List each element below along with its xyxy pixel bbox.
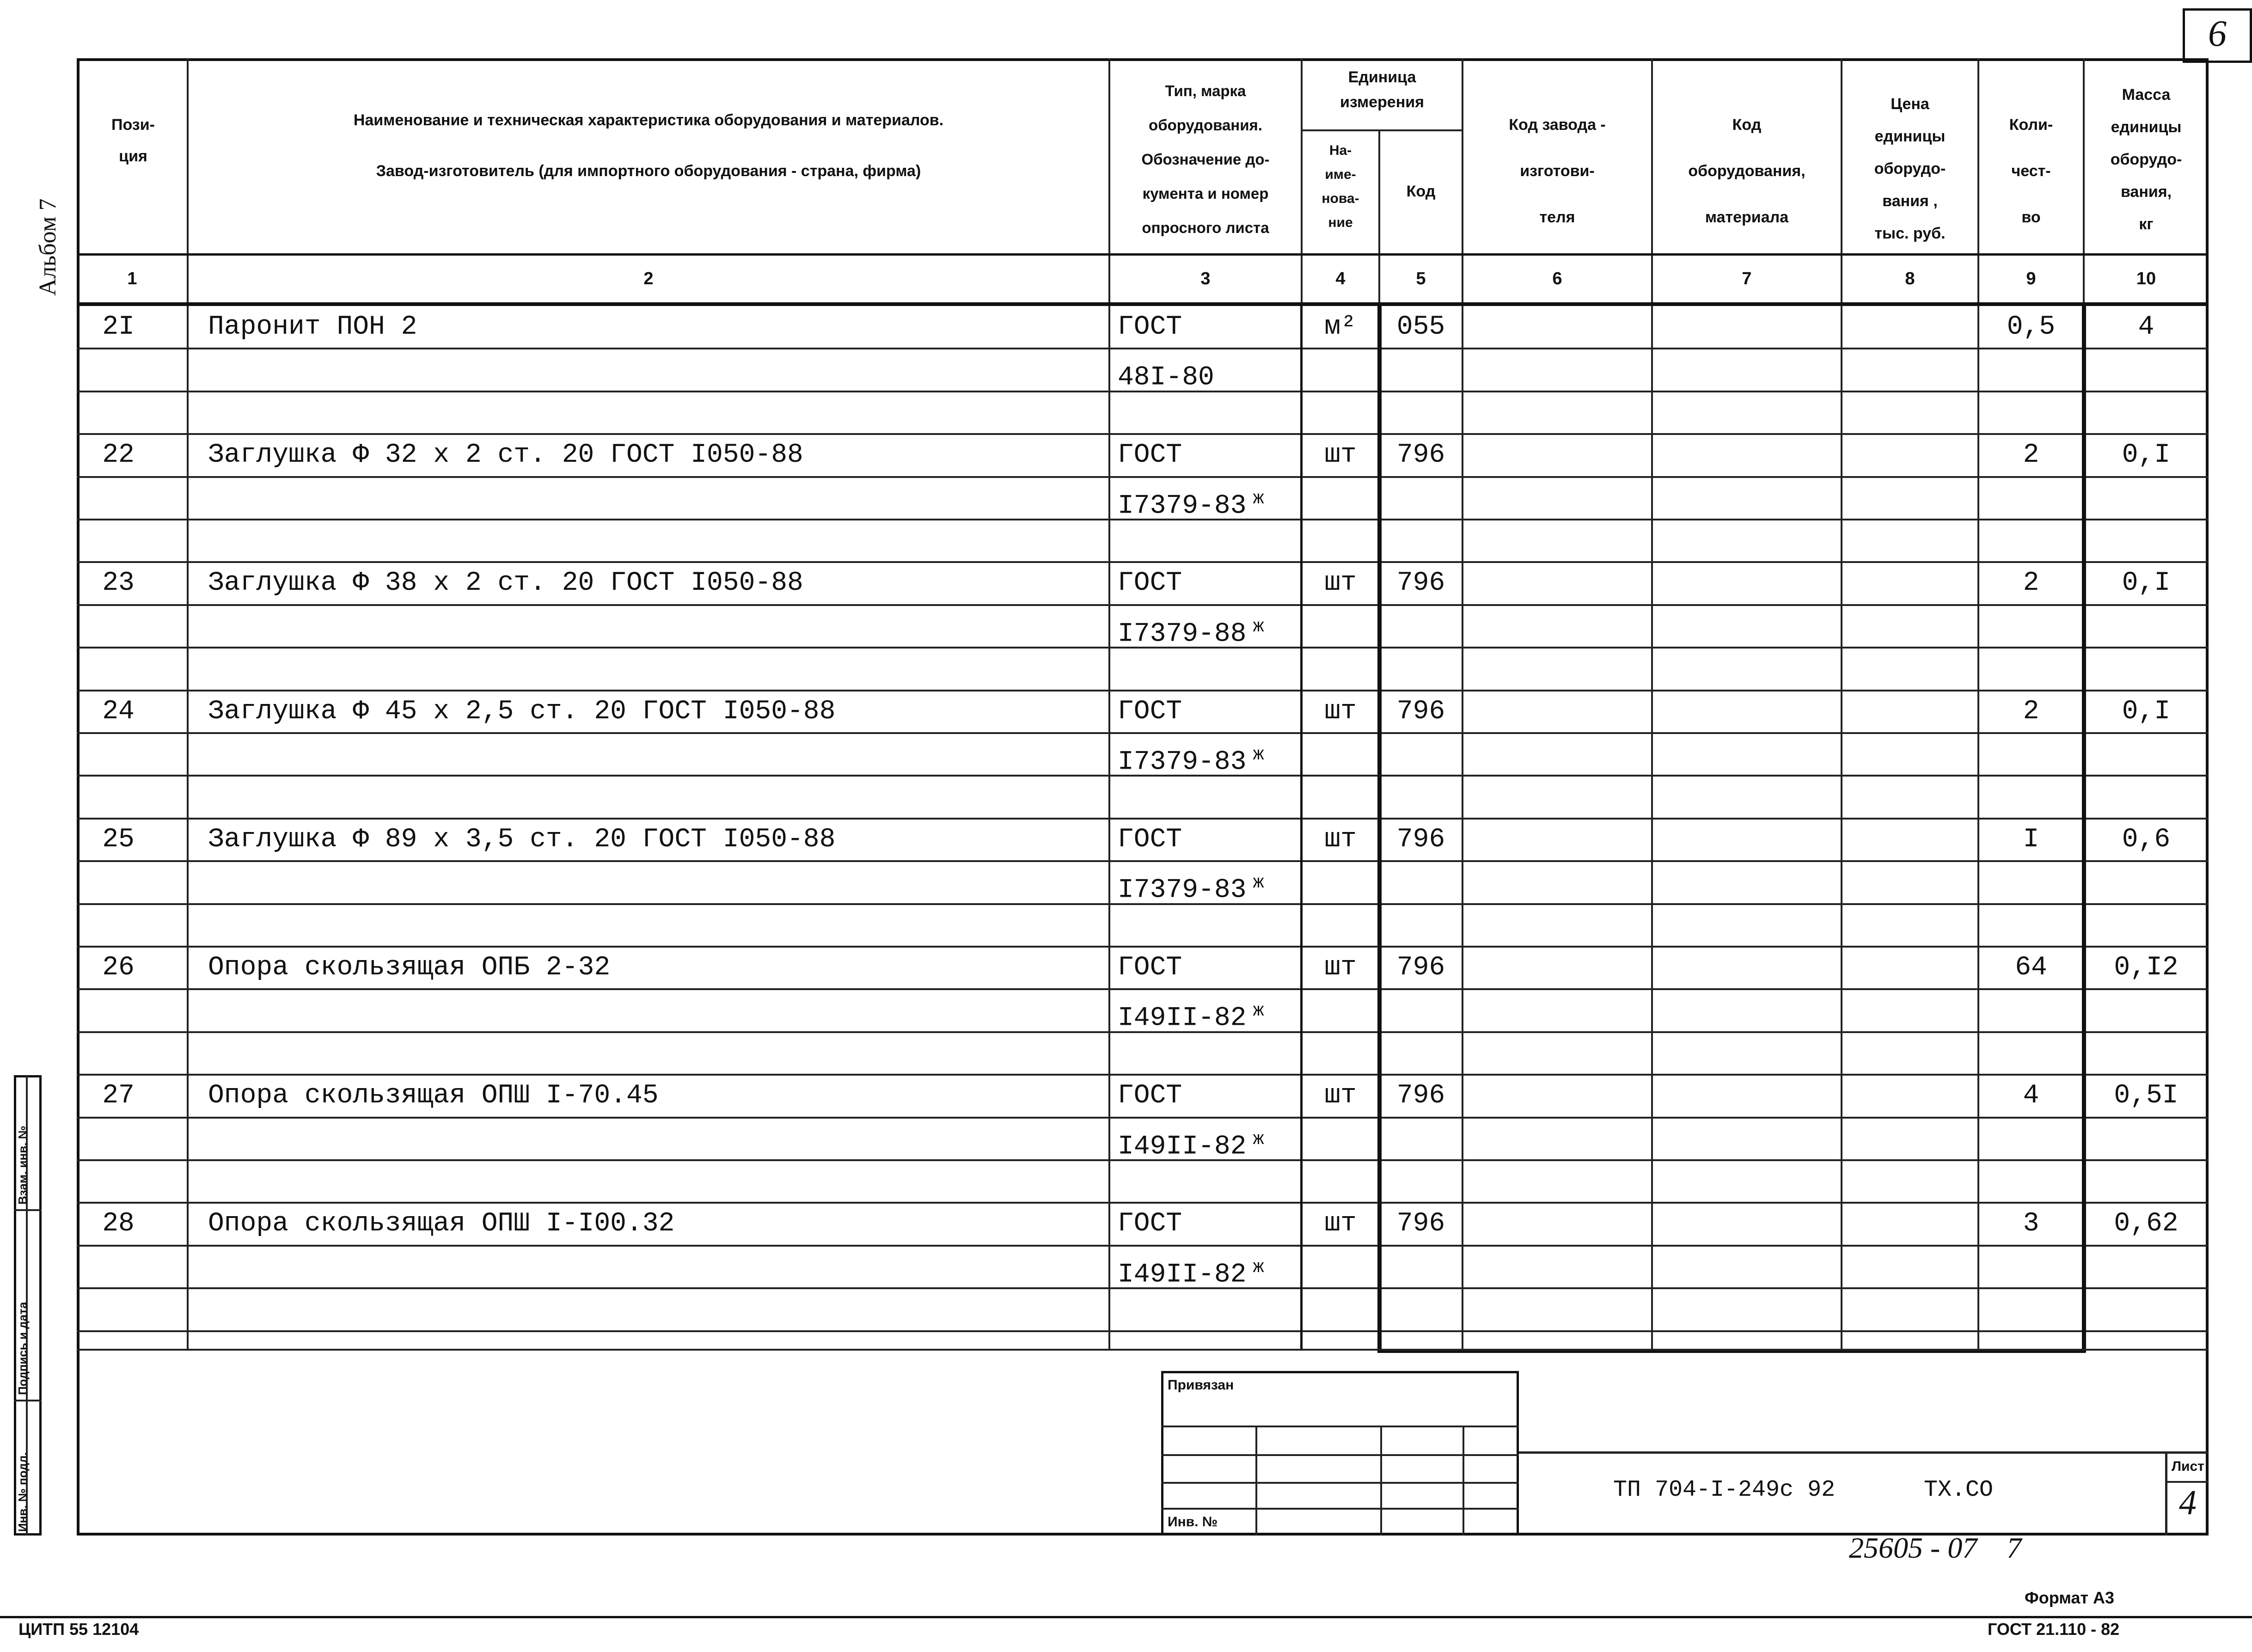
title-block-line — [2165, 1451, 2167, 1536]
row-name: Заглушка Ф 38 х 2 ст. 20 ГОСТ I050-88 — [208, 568, 803, 599]
stamp-line — [1380, 1426, 1382, 1536]
row-quantity: 3 — [2023, 1209, 2039, 1239]
row-doc-mark: ж — [1253, 745, 1264, 765]
table-row-line — [77, 1330, 2209, 1332]
row-unit-code: 796 — [1396, 953, 1445, 983]
side-label-vzam-inv: Взам. инв. № — [16, 1126, 30, 1205]
row-quantity: 4 — [2023, 1081, 2039, 1111]
table-header-line — [1302, 129, 1463, 131]
header-unit-code: Код — [1406, 183, 1436, 200]
row-doc-line2 — [1118, 349, 1301, 399]
sheet-value: 4 — [2179, 1483, 2197, 1522]
row-doc-line1: ГОСТ — [1118, 1081, 1182, 1111]
header-price: Цена единицы оборудо- вания , тыс. руб. — [1874, 95, 1946, 242]
row-doc-number: I49II-82 — [1118, 1131, 1247, 1162]
row-doc-line2 — [1118, 734, 1301, 783]
row-quantity: I — [2023, 824, 2039, 855]
row-doc-mark: ж — [1253, 488, 1264, 509]
header-unit-group: Единица измерения — [1340, 68, 1424, 111]
header-qty: Коли- чест- во — [2009, 116, 2053, 226]
stamp-line — [1161, 1454, 1519, 1456]
row-unit-code: 796 — [1396, 1209, 1445, 1239]
row-unit-code: 796 — [1396, 568, 1445, 599]
row-doc-number: I49II-82 — [1118, 1003, 1247, 1034]
row-position: 2I — [102, 312, 135, 342]
row-doc-mark: ж — [1253, 1129, 1264, 1150]
row-position: 28 — [102, 1209, 135, 1239]
row-doc-mark: ж — [1253, 1001, 1264, 1022]
header-type: Тип, марка оборудования. Обозначение до- кумента и номер опросного листа — [1141, 82, 1270, 236]
row-unit: шт — [1324, 696, 1357, 727]
side-stamp-line — [14, 1209, 42, 1211]
row-unit: шт — [1324, 953, 1357, 983]
header-mass: Масса единицы оборудо- вания, кг — [2110, 86, 2182, 233]
format-gost: ГОСТ 21.110 - 82 — [1988, 1620, 2120, 1639]
row-doc-line1: ГОСТ — [1118, 1209, 1182, 1239]
row-name: Опора скользящая ОПШ I-70.45 — [208, 1081, 659, 1111]
row-doc-line2 — [1118, 862, 1301, 912]
column-number: 1 — [127, 269, 137, 288]
table-column-line — [1651, 58, 1653, 1349]
row-doc-line1: ГОСТ — [1118, 824, 1182, 855]
row-mass: 0,I — [2122, 568, 2171, 599]
stamp-line — [1463, 1426, 1464, 1536]
row-doc-line1: ГОСТ — [1118, 440, 1182, 471]
row-mass: 0,I — [2122, 440, 2171, 471]
side-stamp-line — [14, 1400, 42, 1401]
side-label-inv-podl: Инв. № подл. — [16, 1452, 30, 1532]
row-doc-line2 — [1118, 990, 1301, 1040]
header-maker-code: Код завода - изготови- теля — [1509, 116, 1606, 226]
row-position: 25 — [102, 824, 135, 855]
row-mass: 4 — [2138, 312, 2154, 342]
row-quantity: 0,5 — [2007, 312, 2056, 342]
title-block-line — [1519, 1451, 2209, 1454]
row-doc-mark: ж — [1253, 1257, 1264, 1278]
row-position: 27 — [102, 1081, 135, 1111]
row-unit: м² — [1324, 312, 1357, 342]
stamp-line — [1255, 1426, 1257, 1536]
stamp-line — [1161, 1508, 1519, 1510]
row-position: 22 — [102, 440, 135, 471]
bottom-rule — [0, 1616, 2252, 1618]
stamp-line — [1161, 1482, 1519, 1484]
sheet-number: 6 — [2208, 13, 2227, 54]
row-doc-line2 — [1118, 1119, 1301, 1168]
stamp-attached-box — [1161, 1371, 1519, 1536]
printer-code: ЦИТП 55 12104 — [18, 1620, 139, 1639]
row-doc-mark: ж — [1253, 616, 1264, 637]
table-bottom-line — [77, 1349, 2209, 1351]
row-quantity: 2 — [2023, 440, 2039, 471]
stamp-line — [1161, 1426, 1519, 1427]
row-unit: шт — [1324, 824, 1357, 855]
row-name: Опора скользящая ОПШ I-I00.32 — [208, 1209, 675, 1239]
row-doc-number: 48I-80 — [1118, 362, 1214, 393]
row-doc-line2 — [1118, 1247, 1301, 1296]
row-unit: шт — [1324, 1081, 1357, 1111]
row-unit-code: 796 — [1396, 824, 1445, 855]
header-unit-name: На- име- нова- ние — [1322, 143, 1359, 230]
doc-code: ТП 704-I-249с 92 — [1613, 1477, 1836, 1503]
stamp-attached-label: Привязан — [1168, 1377, 1234, 1393]
table-column-line — [187, 58, 189, 1349]
row-mass: 0,5I — [2114, 1081, 2179, 1111]
row-unit-code: 796 — [1396, 1081, 1445, 1111]
row-doc-line1: ГОСТ — [1118, 953, 1182, 983]
row-quantity: 2 — [2023, 696, 2039, 727]
row-name: Паронит ПОН 2 — [208, 312, 417, 342]
header-equip-code: Код оборудования, материала — [1688, 116, 1805, 226]
row-unit-code: 796 — [1396, 696, 1445, 727]
row-name: Заглушка Ф 45 х 2,5 ст. 20 ГОСТ I050-88 — [208, 696, 836, 727]
row-unit-code: 796 — [1396, 440, 1445, 471]
sheet-label: Лист — [2172, 1459, 2204, 1474]
header-name-line1: Наименование и техническая характеристика оборудования и материалов. — [353, 111, 944, 129]
album-label: Альбом 7 — [35, 198, 61, 296]
row-mass: 0,62 — [2114, 1209, 2179, 1239]
column-number: 2 — [643, 269, 654, 288]
row-doc-number: I49II-82 — [1118, 1260, 1247, 1290]
row-quantity: 2 — [2023, 568, 2039, 599]
row-doc-number: I7379-88 — [1118, 619, 1247, 649]
row-unit-code: 055 — [1396, 312, 1445, 342]
row-doc-mark: ж — [1253, 873, 1264, 894]
table-column-line — [1108, 58, 1110, 1349]
table-column-line — [1841, 58, 1842, 1349]
row-doc-line2 — [1118, 478, 1301, 527]
row-doc-line1: ГОСТ — [1118, 312, 1182, 342]
row-name: Заглушка Ф 32 х 2 ст. 20 ГОСТ I050-88 — [208, 440, 803, 471]
column-number: 8 — [1905, 269, 1915, 288]
row-unit: шт — [1324, 1209, 1357, 1239]
column-number: 4 — [1335, 269, 1346, 288]
side-label-sign-date: Подпись и дата — [16, 1302, 30, 1395]
stamp-inv-label: Инв. № — [1168, 1514, 1218, 1530]
column-number: 7 — [1742, 269, 1752, 288]
row-name: Заглушка Ф 89 х 3,5 ст. 20 ГОСТ I050-88 — [208, 824, 836, 855]
row-position: 26 — [102, 953, 135, 983]
row-mass: 0,I — [2122, 696, 2171, 727]
doc-section: ТХ.СО — [1924, 1477, 1994, 1503]
row-doc-line2 — [1118, 606, 1301, 655]
row-doc-number: I7379-83 — [1118, 747, 1247, 777]
column-number: 6 — [1552, 269, 1562, 288]
header-position: Пози- ция — [111, 116, 155, 165]
row-position: 23 — [102, 568, 135, 599]
row-name: Опора скользящая ОПБ 2-32 — [208, 953, 611, 983]
handwritten-number: 25605 - 07 7 — [1849, 1531, 2022, 1564]
header-name-line2: Завод-изготовитель (для импортного оборудования - страна, фирма) — [376, 162, 921, 180]
row-doc-number: I7379-83 — [1118, 875, 1247, 906]
row-doc-line1: ГОСТ — [1118, 696, 1182, 727]
row-quantity: 64 — [2015, 953, 2047, 983]
row-doc-line1: ГОСТ — [1118, 568, 1182, 599]
row-mass: 0,6 — [2122, 824, 2171, 855]
format-label: Формат А3 — [2025, 1588, 2115, 1607]
column-number: 10 — [2136, 269, 2156, 288]
column-number: 9 — [2026, 269, 2036, 288]
column-number: 5 — [1416, 269, 1426, 288]
row-position: 24 — [102, 696, 135, 727]
row-mass: 0,I2 — [2114, 953, 2179, 983]
row-doc-number: I7379-83 — [1118, 490, 1247, 521]
column-number: 3 — [1200, 269, 1211, 288]
row-unit: шт — [1324, 568, 1357, 599]
row-unit: шт — [1324, 440, 1357, 471]
